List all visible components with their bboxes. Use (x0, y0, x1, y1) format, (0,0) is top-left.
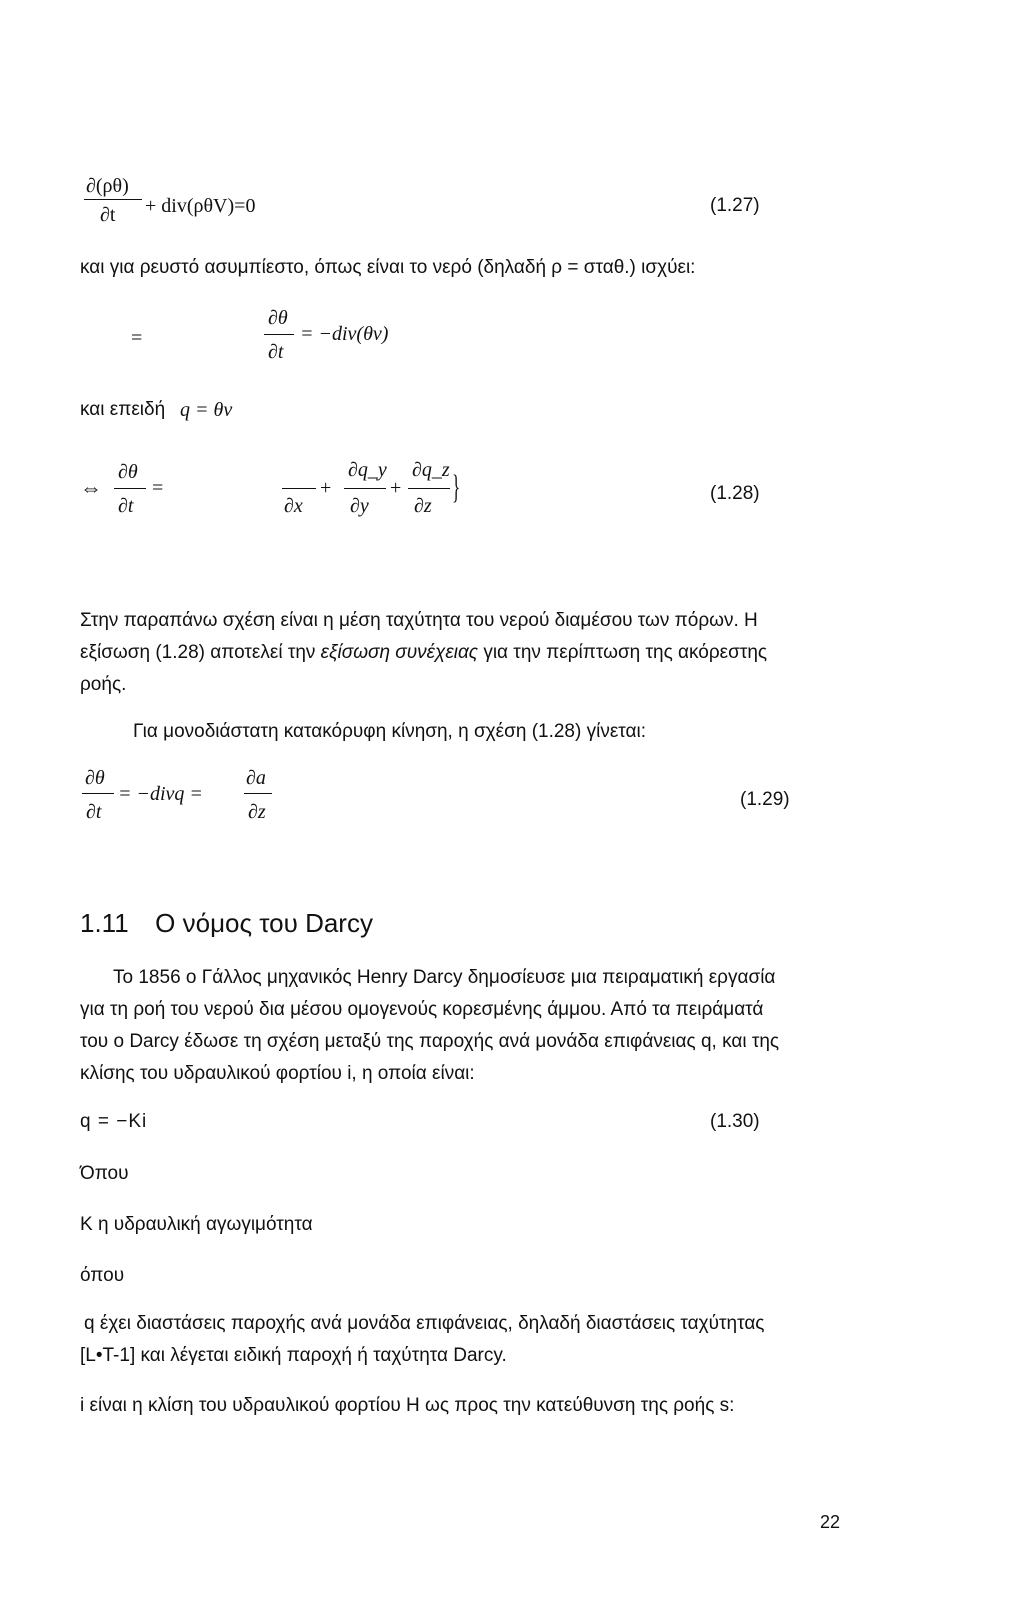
eq130-number: (1.30) (710, 1111, 760, 1132)
q-def-line2: [L•T-1] και λέγεται ειδική παροχή ή ταχύτητα Darcy. (80, 1345, 507, 1366)
eq-div-rhs: = −div(θv) (300, 323, 389, 345)
eq130-expression: q = −Ki (80, 1111, 148, 1132)
para1-line3: ροής. (80, 674, 127, 695)
eq128-plus-1: + (320, 477, 332, 499)
eq129-rhs-fraction-bar (244, 793, 272, 794)
eq129-lhs-denominator: ∂t (86, 801, 102, 823)
para2-line3: του ο Darcy έδωσε τη σχέση μεταξύ της παροχής ανά μονάδα επιφάνειας q, και της (80, 1031, 780, 1052)
eq-div-lead: = (131, 327, 143, 349)
eq127-number: (1.27) (710, 195, 760, 216)
text-k-definition: Κ η υδραυλική αγωγιμότητα (80, 1214, 313, 1235)
para1-line2-emphasis: εξίσωση συνέχειας (320, 642, 479, 663)
eq-div-denominator: ∂t (268, 341, 284, 363)
para1-line2-b: για την περίπτωση της ακόρεστης (478, 642, 768, 663)
eq128-term1-fraction-bar (282, 488, 316, 489)
text-i-definition: i είναι η κλίση του υδραυλικού φορτίου Η ως προς την κατεύθυνση της ροής s: (80, 1395, 735, 1416)
para1-line1: Στην παραπάνω σχέση είναι η μέση ταχύτητα του νερού διαμέσου των πόρων. Η (80, 610, 758, 631)
para2-line4: κλίσης του υδραυλικού φορτίου i, η οποία είναι: (80, 1063, 475, 1084)
q-def-line1: q έχει διαστάσεις παροχής ανά μονάδα επιφάνειας, δηλαδή διαστάσεις ταχύτητας (84, 1313, 765, 1334)
section-number: 1.11 (80, 908, 129, 938)
text-where-2: όπου (80, 1265, 125, 1286)
eq128-lhs-denominator: ∂t (118, 495, 134, 517)
eq129-number: (1.29) (740, 789, 790, 810)
eq128-equals: = (152, 477, 164, 499)
eq129-rhs-denominator: ∂z (248, 801, 266, 823)
eq128-lhs-fraction-bar (114, 488, 146, 489)
double-arrow-icon: ⇔ (80, 475, 102, 500)
section-heading (80, 908, 373, 938)
eq128-term3-denominator: ∂z (414, 495, 432, 517)
para1-line2-a: εξίσωση (1.28) αποτελεί την (80, 642, 321, 663)
eq129-lhs-fraction-bar (82, 793, 114, 794)
eq128-lhs-numerator: ∂θ (118, 461, 138, 483)
eq128-term1-denominator: ∂x (284, 495, 303, 517)
eq129-middle: = −divq = (118, 783, 203, 805)
eq128-plus-2: + (390, 477, 402, 499)
eq128-term2-denominator: ∂y (350, 495, 369, 517)
page-number: 22 (820, 1512, 841, 1532)
text-where-1: Όπου (80, 1163, 129, 1184)
eq128-term3-numerator: ∂q_z (412, 459, 450, 481)
eq129-lhs-numerator: ∂θ (85, 767, 105, 789)
text-incompressible: και για ρευστό ασυμπίεστο, όπως είναι το νερό (δηλαδή ρ = σταθ.) ισχύει: (80, 257, 696, 278)
section-title: Ο νόμος του Darcy (155, 908, 373, 938)
eq-div-numerator: ∂θ (268, 307, 288, 329)
eq127-denominator: ∂t (100, 204, 116, 226)
eq129-rhs-numerator: ∂a (246, 767, 266, 789)
text-one-dimensional: Για μονοδιάστατη κατακόρυφη κίνηση, η σχέση (1.28) γίνεται: (133, 721, 647, 742)
eq128-term2-fraction-bar (344, 488, 386, 489)
para2-line2: για τη ροή του νερού δια μέσου ομογενούς κορεσμένης άμμου. Από τα πειράματά (80, 999, 764, 1020)
eq-div-fraction-bar (264, 334, 294, 335)
para2-line1: Το 1856 ο Γάλλος μηχανικός Henry Darcy δημοσίευσε μια πειραματική εργασία (113, 967, 776, 988)
expr-q-theta-v: q = θv (180, 399, 233, 421)
para1-line2 (80, 637, 767, 668)
eq127-rest: + div(ρθV)=0 (145, 195, 256, 217)
eq128-term3-fraction-bar (408, 488, 450, 489)
eq127-numerator: ∂(ρθ) (86, 175, 129, 197)
eq128-term2-numerator: ∂q_y (348, 459, 387, 481)
text-since: και επειδή (80, 399, 166, 420)
eq127-fraction-bar (84, 199, 142, 200)
eq128-right-brace: } (452, 469, 461, 506)
eq128-number: (1.28) (710, 483, 760, 504)
